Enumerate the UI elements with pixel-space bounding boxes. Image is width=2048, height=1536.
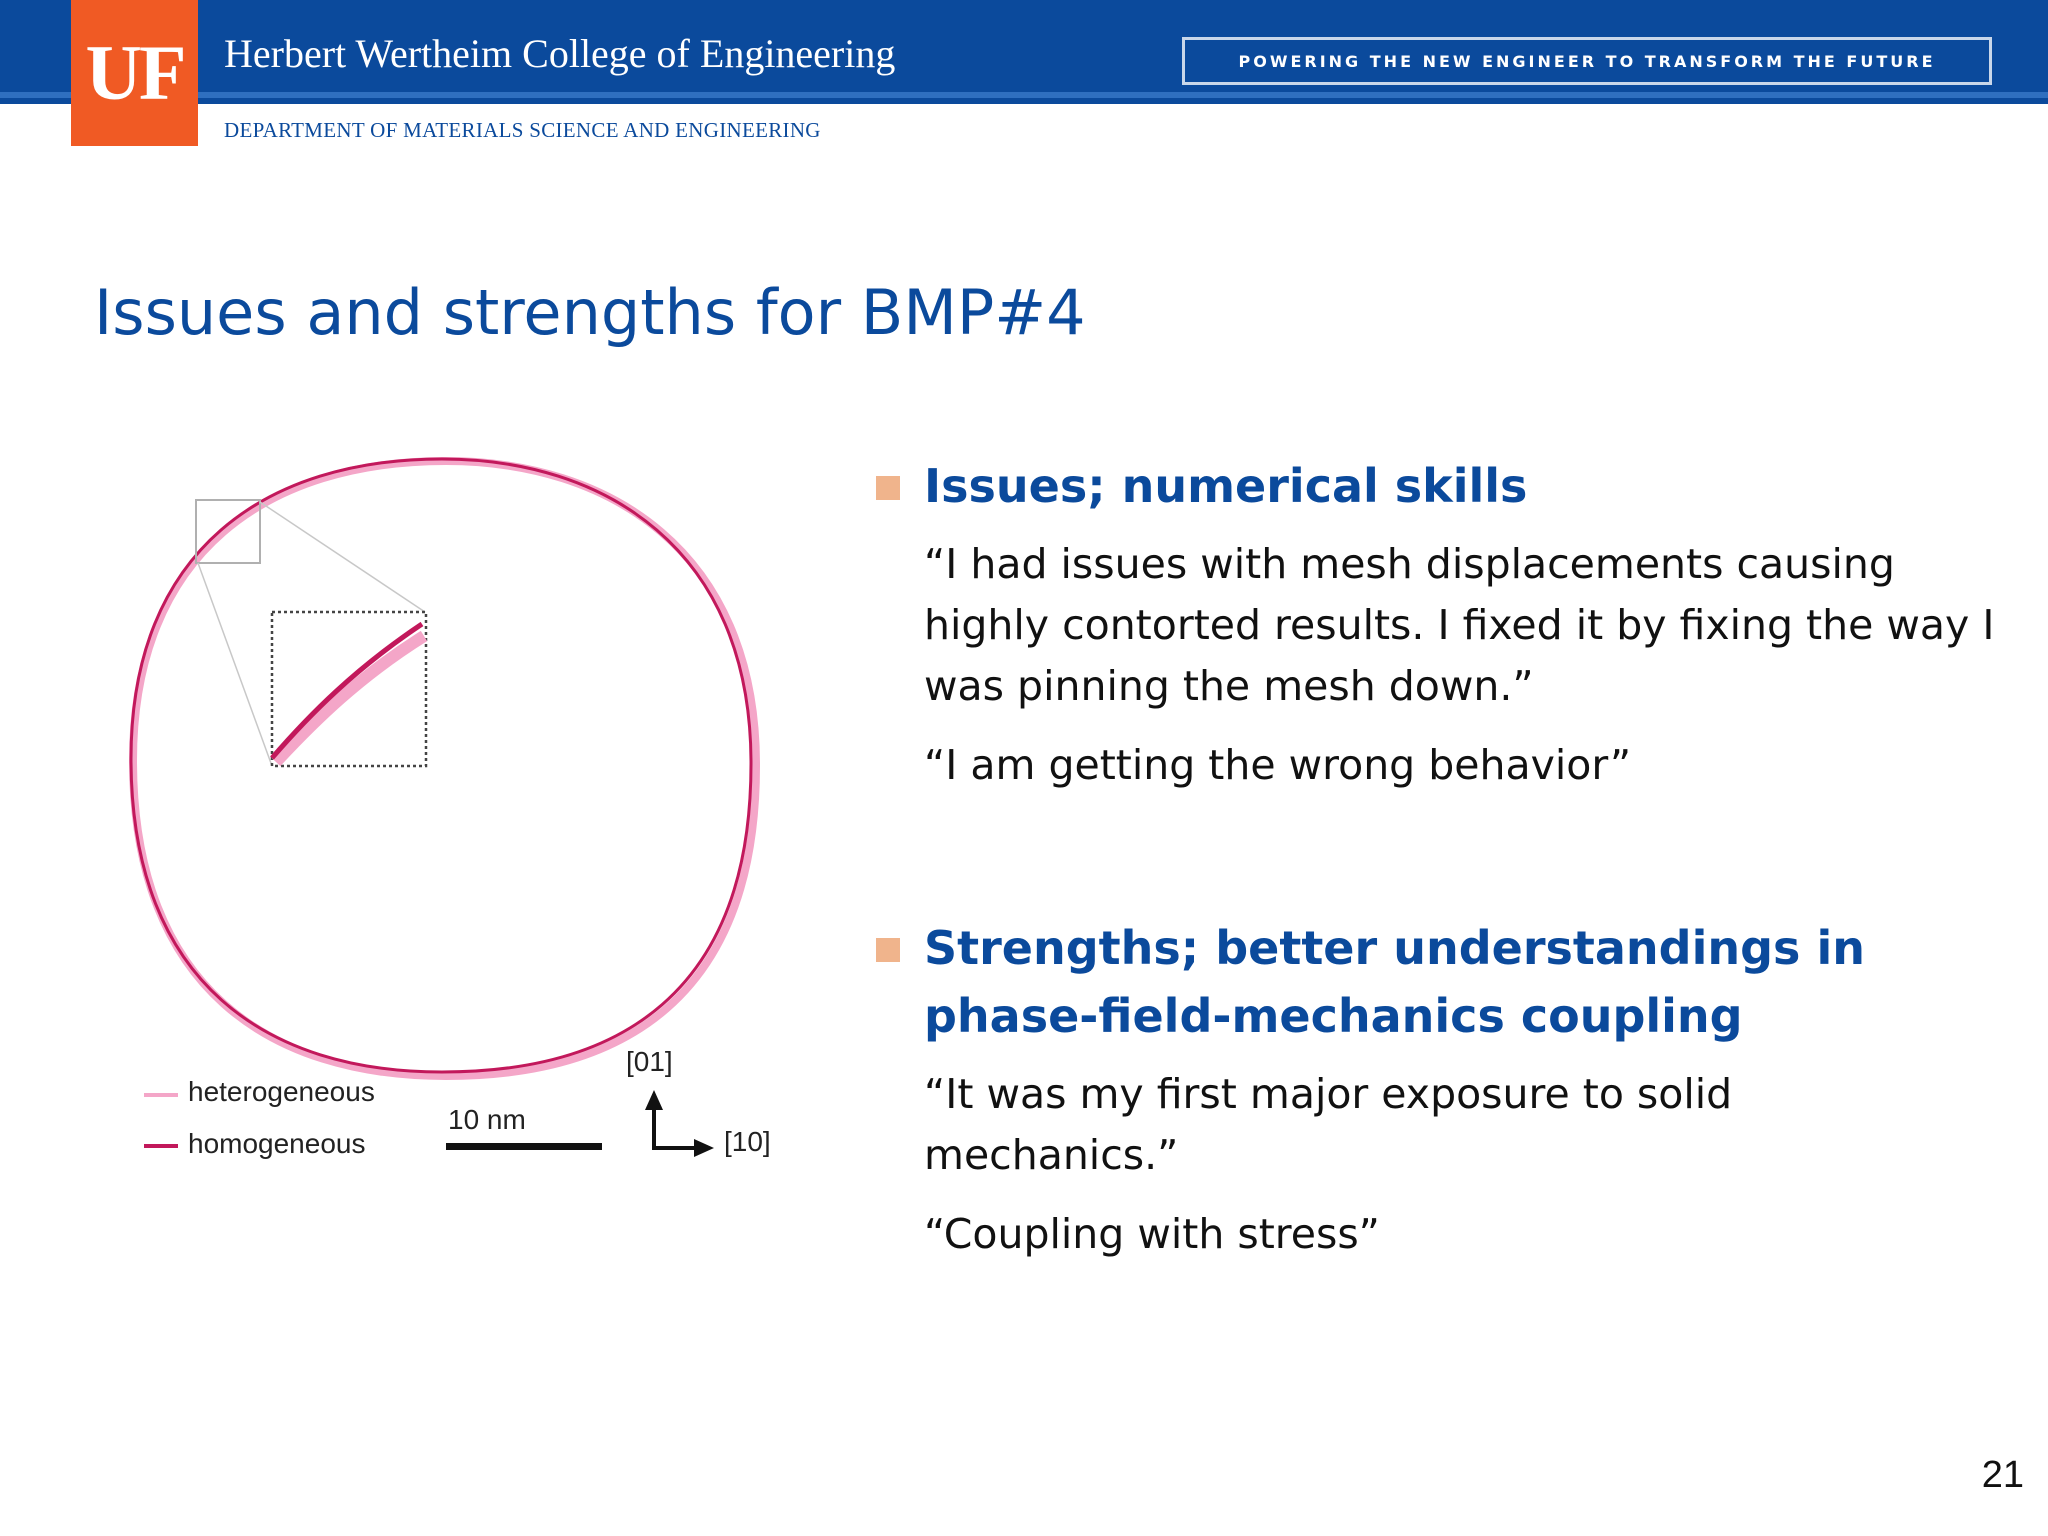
axis-right-arrowhead: [694, 1139, 714, 1157]
heterogeneous-boundary: [133, 461, 756, 1076]
strengths-quote-2: “Coupling with stress”: [924, 1210, 1380, 1258]
legend-heterogeneous-label: heterogeneous: [188, 1076, 375, 1107]
strengths-quote-1: “It was my first major exposure to solid mechanics.”: [924, 1070, 1733, 1179]
issues-quote-2: “I am getting the wrong behavior”: [924, 741, 1632, 789]
uf-logo: [71, 0, 198, 146]
college-name: Herbert Wertheim College of Engineering: [224, 31, 896, 76]
scale-label: 10 nm: [448, 1104, 526, 1135]
precipitate-figure: [120, 440, 800, 1210]
homogeneous-boundary: [131, 459, 751, 1072]
legend-homogeneous-label: homogeneous: [188, 1128, 366, 1159]
page-number: 21: [1981, 1454, 2024, 1496]
issues-quote-1: “I had issues with mesh displacements causing highly contorted results. I fixed it by fixing the way I was pinning the mesh down.”: [924, 540, 1995, 710]
strengths-heading: Strengths; better understandings in phase-field-mechanics coupling: [924, 921, 1865, 1043]
uf-logo-text: UF: [85, 29, 184, 116]
section-spacer: [876, 796, 1996, 914]
department-name: DEPARTMENT OF MATERIALS SCIENCE AND ENGINEERING: [224, 118, 821, 142]
bullet-square: [876, 476, 900, 500]
bullet-square: [876, 938, 900, 962]
slide-title: Issues and strengths for BMP#4: [94, 276, 1086, 349]
zoom-connector-bottom: [198, 563, 272, 766]
header-rule: [0, 92, 2048, 98]
tagline: POWERING THE NEW ENGINEER TO TRANSFORM THE FUTURE: [1238, 51, 1936, 71]
axis-right-label: [10]: [724, 1126, 771, 1157]
slide-content: [876, 452, 1996, 1265]
issues-section: [876, 452, 1996, 796]
axis-up-arrowhead: [645, 1090, 663, 1110]
issues-heading: Issues; numerical skills: [924, 459, 1528, 513]
strengths-section: [876, 914, 1996, 1265]
tagline-box: [1182, 37, 1992, 85]
scale-bar: [446, 1143, 602, 1150]
axis-up-label: [01]: [626, 1046, 673, 1077]
zoom-connector-top: [260, 502, 425, 612]
